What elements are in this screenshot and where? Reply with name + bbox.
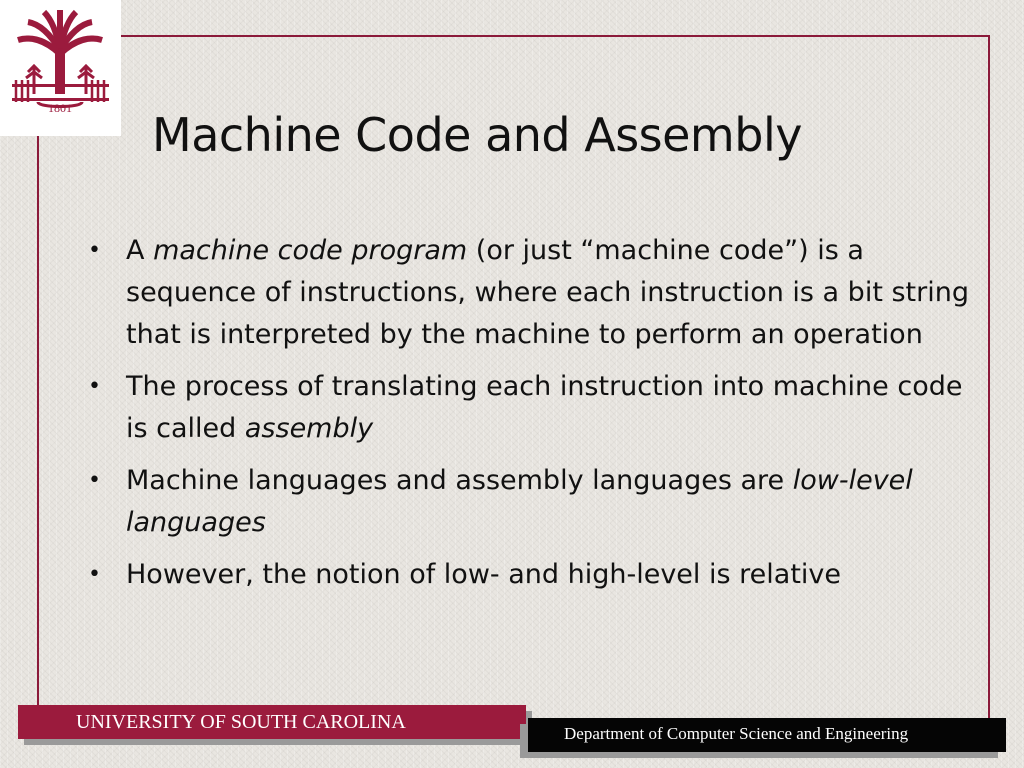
bullet-icon: • — [88, 374, 101, 399]
list-item — [88, 230, 978, 356]
bullet-text: However, the notion of low- and high-level is relative — [126, 559, 841, 590]
usc-palmetto-seal-icon — [0, 0, 121, 136]
bullet-text: The process of translating each instruction into machine code is called — [126, 371, 963, 444]
page-title: Machine Code and Assembly — [152, 108, 802, 162]
list-item — [88, 366, 978, 450]
list-item — [88, 460, 978, 544]
bullet-emphasis: assembly — [244, 413, 374, 444]
bullet-text: A — [126, 235, 154, 266]
university-name: UNIVERSITY OF SOUTH CAROLINA — [76, 711, 406, 733]
department-name: Department of Computer Science and Engineering — [564, 724, 909, 743]
bullet-emphasis: machine code program — [153, 235, 468, 266]
department-footer-bar — [528, 718, 1006, 752]
bullet-icon: • — [88, 562, 101, 587]
bullet-list — [88, 230, 978, 606]
bullet-icon: • — [88, 238, 101, 263]
bullet-text: Machine languages and assembly languages are — [126, 465, 793, 496]
bullet-icon: • — [88, 468, 101, 493]
bullet-emphasis: low-level languages — [126, 465, 913, 538]
university-logo — [0, 0, 121, 136]
university-footer-bar — [18, 705, 526, 739]
list-item — [88, 554, 978, 596]
logo-year: 1801 — [48, 101, 72, 115]
bullet-text: (or just “machine code”) is a sequence of instructions, where each instruction is a bit string that is interpreted by the machine to perform an operation — [126, 235, 969, 350]
